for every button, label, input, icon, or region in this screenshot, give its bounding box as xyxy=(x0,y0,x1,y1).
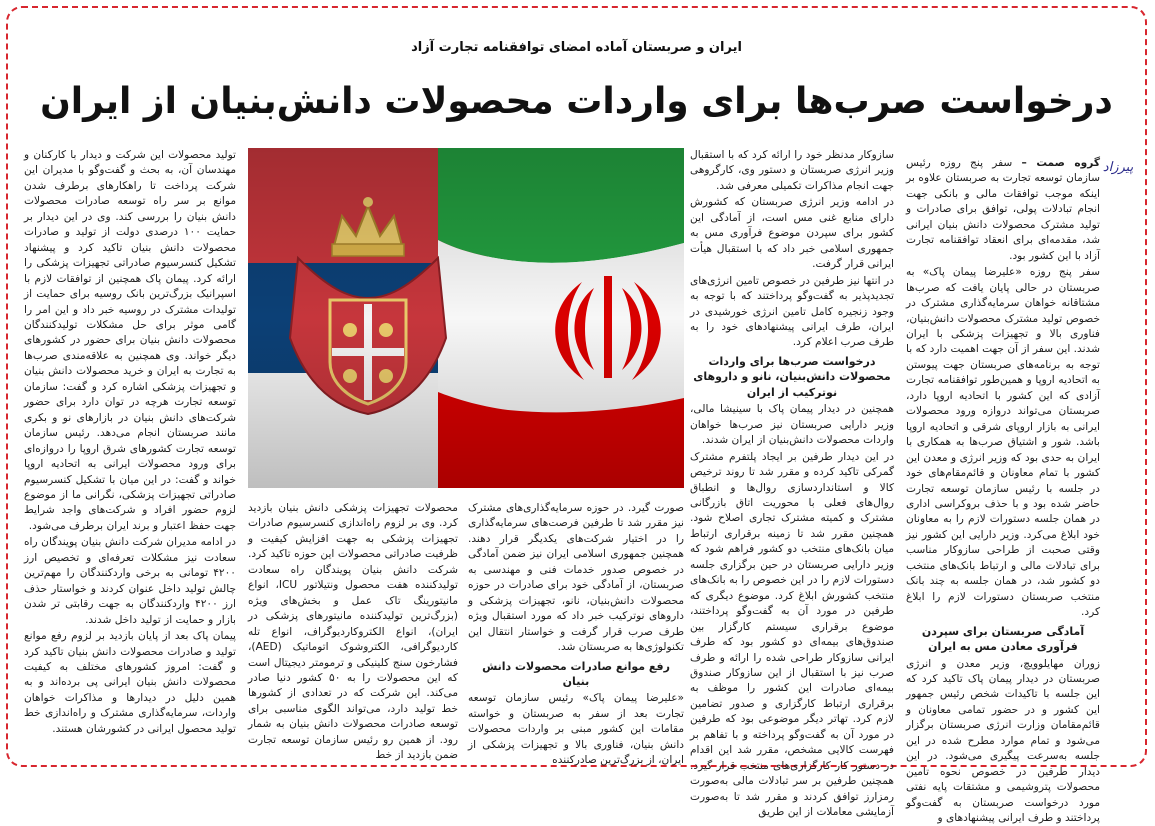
paragraph: محصولات تجهیزات پزشکی دانش بنیان بازدید کرد. وی بر لزوم راه‌اندازی کنسرسیوم صادرات تجهیزات پزشکی به جهت افزایش کیفیت و ظرفیت صادراتی محصولات این حوزه تاکید کرد. شرکت دانش بنیان پویندگان راه سعادت تولیدکننده هفت محصول ونتیلاتور ICU، انواع مانیتورینگ تاک عمل و بخش‌های ویژه (بزرگ‌ترین تولیدکننده مانیتورهای پزشکی در ایران)، انواع الکتروکاردیوگراف، انواع تله کاردیوگرافی، الکتروشوک اتوماتیک (AED)، فشارخون سنج کلینیکی و ترمومتر دیجیتال است که این محصولات را به ۵۰ کشور دنیا صادر می‌کند. این شرکت که در تعدادی از کشورها خط تولید دارد، می‌تواند الگوی مناسبی برای توسعه صادرات محصولات دانش بنیان به شمار رود. از همین رو رئیس سازمان توسعه تجارت ضمن بازدید از خط xyxy=(248,501,458,764)
paragraph: زوران مهایلوویچ، وزیر معدن و انرژی صربستان در دیدار پیمان پاک تاکید کرد که این جلسه با تاکیدات شخص رئیس جمهور این کشور و در حضور تمامی معاونان و قائم‌مقامان وزارت انرژی صربستان برگزار می‌شود و تمام موارد مطرح شده در این جلسه به‌سرعت پیگیری می‌شود. در این دیدار طرفین در خصوص نحوه تامین محصولات پتروشیمی و مشتقات پایه نفتی مورد درخواست صربستان به گفت‌وگو پرداختند و طرف ایرانی پیشنهادهای و xyxy=(906,657,1100,826)
flags-illustration xyxy=(248,148,684,488)
text-column-4 xyxy=(248,501,458,756)
paragraph: در انتها نیز طرفین در خصوص تامین انرژی‌های تجدیدپذیر به گفت‌وگو پرداختند که با توجه به وجود زنجیره کامل تامین انرژی خورشیدی در ایران، طرف ایرانی پیشنهادهای خود را به طرف صرب اعلام کرد. xyxy=(690,274,894,351)
paragraph: پیمان پاک بعد از پایان بازدید بر لزوم رفع موانع تولید و صادرات محصولات دانش بنیان تاکید کرد و گفت: امروز کشورهای مختلف به کیفیت محصولات دانش بنیان ایرانی پی برده‌اند و به همین دلیل در دیدارها و مذاکرات خواهان واردات، سرمایه‌گذاری مشترک و راه‌اندازی خط تولید محصول ایرانی در کشورشان هستند. xyxy=(24,629,236,737)
paragraph: صورت گیرد. در حوزه سرمایه‌گذاری‌های مشترک نیز مقرر شد تا طرفین فرصت‌های سرمایه‌گذاری را در اختیار شرکت‌های یکدیگر قرار دهند. همچنین جمهوری اسلامی ایران نیز ضمن آمادگی در خصوص صدور خدمات فنی و مهندسی به صربستان، از آمادگی خود برای صادرات در حوزه محصولات دانش‌بنیان، نانو، تجهیزات پزشکی و داروهای نوترکیب خبر داد که مورد استقبال ویژه طرف صرب قرار گرفت و خواستار انتقال این تکنولوژی‌ها به صربستان شد. xyxy=(468,501,684,656)
article-headline: درخواست صرب‌ها برای واردات محصولات دانش‌بنیان از ایران xyxy=(28,72,1125,132)
lead-in: گروه صمت – xyxy=(1022,157,1100,169)
paragraph: در ادامه مدیران شرکت دانش بنیان پویندگان راه سعادت نیز مشکلات تعرفه‌ای و تخصیص ارز ۴۲۰۰ تومانی به برخی واردکنندگان را مهم‌ترین چالش تولید داخل عنوان کردند و خواستار حذف ارز ۴۲۰۰ واردکنندگان به جهت رقابتی تر شدن بازار و حمایت از تولید داخل شدند. xyxy=(24,535,236,628)
subheading: آمادگی صربستان برای سپردن فرآوری معادن مس به ایران xyxy=(906,624,1100,655)
paragraph: تولید محصولات این شرکت و دیدار با کارکنان و مهندسان آن، به بحث و گفت‌وگو با مدیران این شرکت پرداخت تا راهکارهای برطرف شدن موانع بر سر راه توسعه صادرات محصولات دانش بنیان را بررسی کند. وی در این دیدار بر حمایت ۱۰۰ درصدی دولت از تولید و صادرات محصولات دانش بنیان تاکید کرد و پیشنهاد تشکیل کنسرسیوم صادراتی تجهیزات پزشکی را ارائه کرد. پیمان پاک همچنین از توافقات لازم با اسپرانیک بزرگ‌ترین بانک روسیه برای حمایت از تولیدات مشترک در روسیه خبر داد و این امر را گامی موثر برای حل مشکلات تولیدکنندگان محصولات دانش بنیان برای حضور در کشورهای دیگر خواند. وی همچنین به علاقه‌مندی صرب‌ها به تجارت به ایران و خرید محصولات دانش بنیان و تجهیزات پزشکی اشاره کرد و گفت: سازمان توسعه تجارت هرچه در توان دارد برای حضور شرکت‌های دانش بنیان در بازارهای نو و بکری مانند صربستان انجام می‌دهد. رئیس سازمان توسعه تجارت کشورهای شرق اروپا را دروازه‌ای برای ورود محصولات ایرانی به اتحادیه اروپا خواند و گفت: در این میان با تشکیل کنسرسیوم صادراتی تجهیزات پزشکی، نگرانی ما از موضوع لزوم حضور افراد و شرکت‌های واجد شرایط جهت حفظ اعتبار و برند ایران برطرف می‌شود. xyxy=(24,148,236,534)
paragraph: همچنین در دیدار پیمان پاک با سینیشا مالی، وزیر دارایی صربستان نیز صرب‌ها خواهان واردات محصولات دانش‌بنیان از ایران شدند. xyxy=(690,402,894,448)
article-kicker: ایران و صربستان آماده امضای توافقنامه تجارت آزاد xyxy=(8,40,1145,55)
paragraph: سفر پنج روزه «علیرضا پیمان پاک» به صربستان در حالی پایان یافت که صرب‌ها مشتاقانه خواهان سرمایه‌گذاری مشترک در خصوص تولید مشترک محصولات دانش‌بنیان، فناوری بالا و تجهیزات پزشکی با ایران شدند. این سفر از آن جهت اهمیت دارد که با توجه به برنامه‌های صربستان جهت پیوستن به اتحادیه اروپا و همین‌طور توافقنامه تجارت آزادی که این کشور با اتحادیه اروپا دارد، صربستان می‌تواند دروازه ورود محصولات ایرانی به بازار اروپای شرقی و اتحادیه اروپا باشد. شور و اشتیاق صرب‌ها به همکاری با ایران به حدی بود که وزیر انرژی و معدن این کشور با تمام معاونان و قائم‌مقام‌های خود در جلسه با رئیس سازمان توسعه تجارت حاضر شده بود و با حذف بروکراسی اداری در همان جلسه دستورات لازم را به معاونان خود ابلاغ می‌کرد. وزیر دارایی این کشور نیز وقتی صحبت از طراحی سازوکار مناسب برای تبادلات مالی و ارتباط بانک‌های منتخب دو کشور شد، در همان جلسه به چند بانک منتخب صربستان دستورات لازم را ابلاغ کرد. xyxy=(906,265,1100,620)
author-signature: پیرزاد xyxy=(1101,156,1135,180)
text-column-2 xyxy=(690,148,894,756)
text-column-5 xyxy=(24,148,236,756)
subheading: رفع موانع صادرات محصولات دانش بنیان xyxy=(468,659,684,690)
paragraph: در ادامه وزیر انرژی صربستان که کشورش دارای منابع غنی مس است، از آمادگی این کشور برای سپردن موضوع فرآوری مس به جمهوری اسلامی خبر داد که با استقبال هیأت ایرانی قرار گرفت. xyxy=(690,195,894,272)
text-column-1 xyxy=(906,156,1100,756)
subheading: درخواست صرب‌ها برای واردات محصولات دانش‌بنیان، نانو و داروهای نوترکیب از ایران xyxy=(690,354,894,400)
newspaper-page xyxy=(6,6,1147,767)
paragraph: در این دیدار طرفین بر ایجاد پلتفرم مشترک گمرکی تاکید کرده و مقرر شد تا روند ترخیص کالا و استانداردسازی روال‌ها و انطباق روال‌های فعلی با محوریت اتاق بازرگانی مشترک و کمیته مشترک تجاری اصلاح شود. همچنین مقرر شد تا زمینه برقراری ارتباط میان بانک‌های منتخب دو کشور فراهم شود که وزیر دارایی صربستان در حین برگزاری جلسه دستورات لازم را در این خصوص را به بانک‌های منتخب کشورش ابلاغ کرد. موضوع دیگری که طرفین در مورد آن به گفت‌وگو پرداختند، موضوع برقراری سیستم کارگزار بین صندوق‌های بیمه‌ای دو کشور بود که طرف ایرانی سازوکار طراحی شده را ارائه و طرف صرب نیز با استقبال از این سازوکار صندوق بیمه‌ای صادرات این کشور را موظف به برقراری ارتباط کارگزاری و صدور تضامین لازم کرد. تهاتر دیگر موضوعی بود که طرفین در مورد آن به گفت‌وگو پرداخته و با تفاهم بر فهرست کالایی مشخص، مقرر شد این اقدام در دستور کار کارگزاری‌های منتخب قرار گیرد. همچنین طرفین بر سر تبادلات مالی به‌صورت رمزارز توافق کردند و مقرر شد تا به‌صورت آزمایشی معاملات از این طریق xyxy=(690,450,894,821)
paragraph: «علیرضا پیمان پاک» رئیس سازمان توسعه تجارت بعد از سفر به صربستان و خواسته مقامات این کشور مبنی بر واردات محصولات دانش بنیان، فناوری بالا و تجهیزات پزشکی از ایران، از بزرگ‌ترین صادرکننده xyxy=(468,691,684,768)
paragraph: سازوکار مدنظر خود را ارائه کرد که با استقبال وزیر انرژی صربستان و دستور وی، کارگروهی جهت انجام مذاکرات تکمیلی معرفی شد. xyxy=(690,148,894,194)
text-column-3 xyxy=(468,501,684,756)
paragraph: گروه صمت – سفر پنج روزه رئیس سازمان توسعه تجارت به صربستان علاوه بر اینکه موجب توافقات مالی و بانکی جهت انجام تبادلات پولی، توافق برای صادرات و تولید مشترک محصولات دانش بنیان ایرانی شد، مقدمه‌ای برای انعقاد توافقنامه تجارت آزاد با این کشور بود. xyxy=(906,156,1100,264)
iran-serbia-flags-image xyxy=(248,148,684,488)
